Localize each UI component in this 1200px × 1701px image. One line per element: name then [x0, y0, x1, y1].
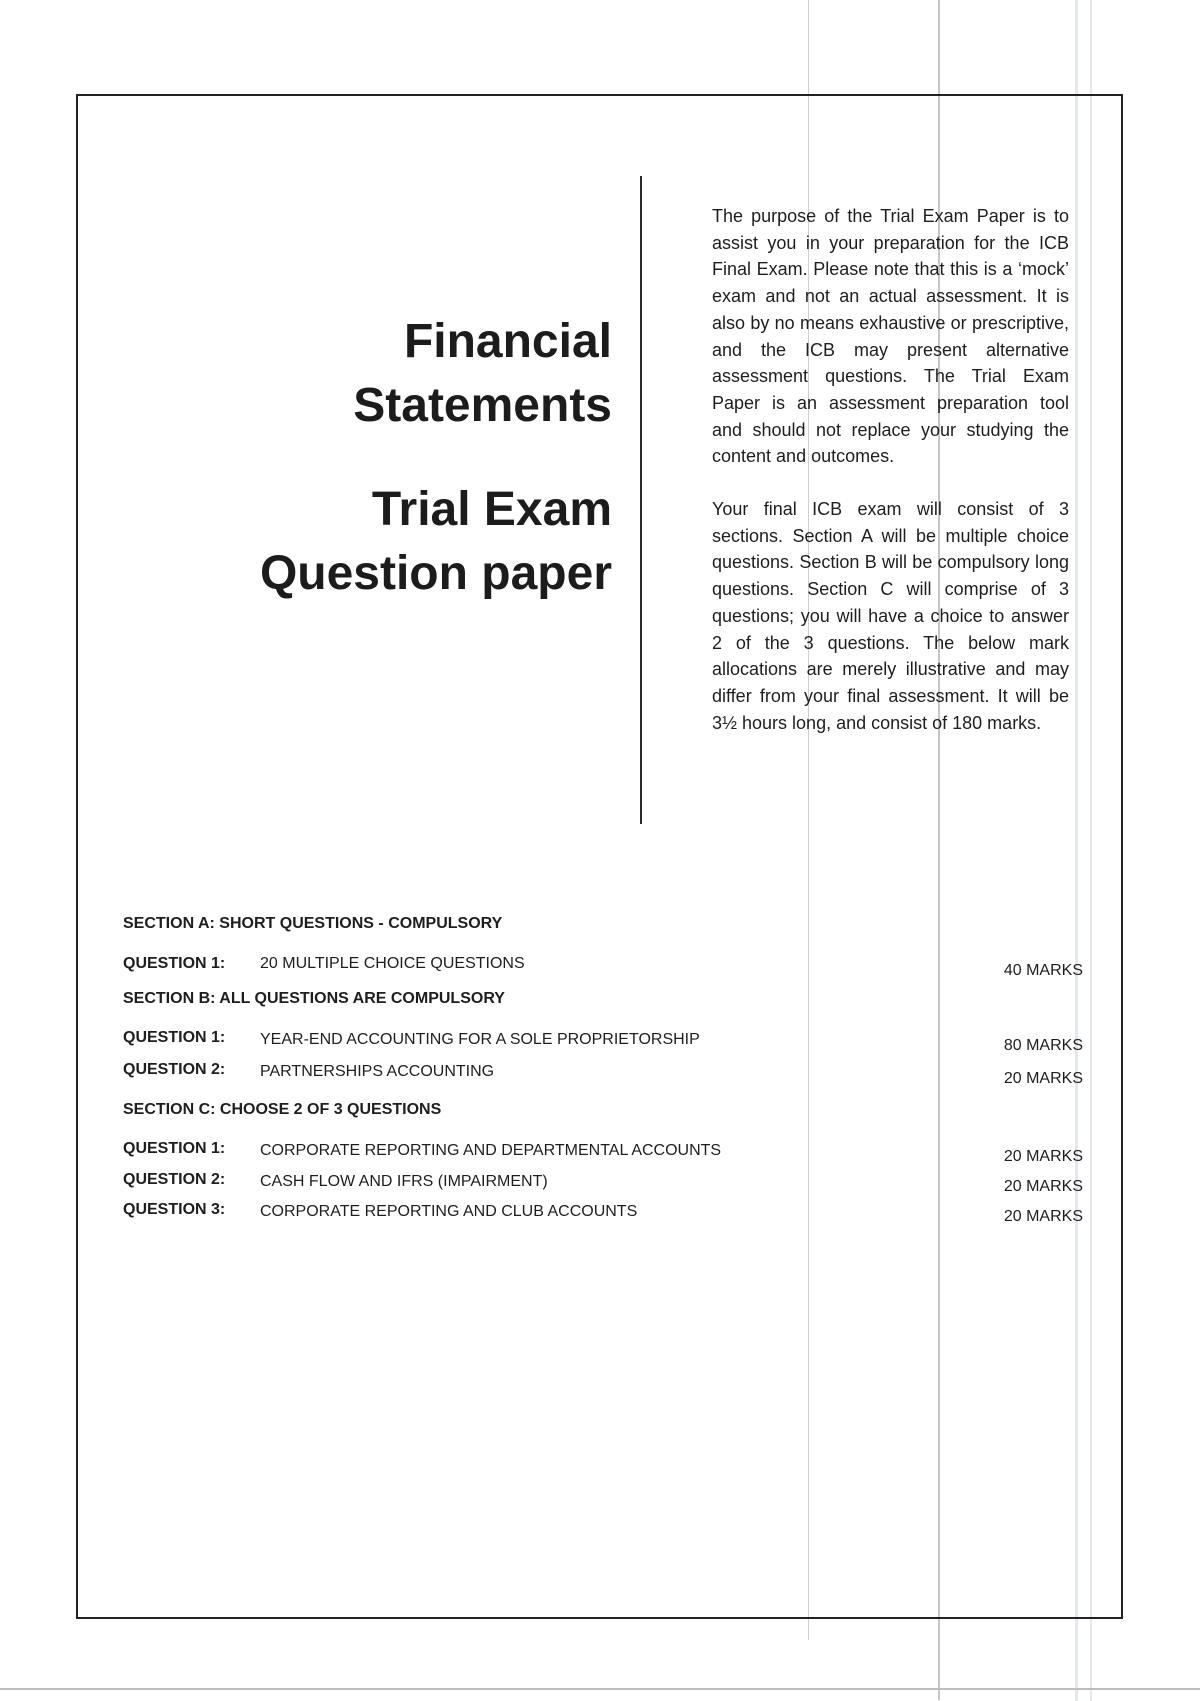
question-marks: 20 MARKS: [1003, 1070, 1083, 1087]
question-marks: 80 MARKS: [1003, 1037, 1083, 1054]
question-title: PARTNERSHIPS ACCOUNTING: [260, 1063, 495, 1080]
question-number: QUESTION 2:: [123, 1061, 226, 1078]
question-title: 20 MULTIPLE CHOICE QUESTIONS: [260, 955, 525, 972]
question-row: [123, 955, 1083, 979]
question-marks: 20 MARKS: [1003, 1208, 1083, 1225]
section-b-heading: SECTION B: ALL QUESTIONS ARE COMPULSORY: [123, 990, 505, 1007]
title-line-2: Statements: [353, 379, 612, 432]
question-title: YEAR-END ACCOUNTING FOR A SOLE PROPRIETORSHIP: [260, 1031, 700, 1048]
section-c-heading: SECTION C: CHOOSE 2 OF 3 QUESTIONS: [123, 1101, 442, 1118]
question-marks: 20 MARKS: [1003, 1178, 1083, 1195]
intro-paragraph-1: The purpose of the Trial Exam Paper is to assist you in your preparation for the ICB Final Exam. Please note that this is a ‘mock’ exam and not an actual assessment. It is also by no means exhaustive or prescriptive, and the ICB may present alternative assessment questions. The Trial Exam Paper is an assessment preparation tool and should not replace your studying the content and outcomes.: [712, 206, 1069, 467]
question-number: QUESTION 3:: [123, 1201, 226, 1218]
title-line-1: Financial: [403, 315, 612, 368]
question-row: [123, 1029, 1083, 1053]
question-number: QUESTION 2:: [123, 1171, 226, 1188]
title-line-4: Question paper: [259, 547, 612, 600]
intro-paragraph-2: Your final ICB exam will consist of 3 sections. Section A will be multiple choice questions. Section B will be compulsory long questions. Section C will comprise of 3 questions; you will have a choice to answer 2 of the 3 questions. The below mark allocations are merely illustrative and may differ from your final assessment. It will be 3½ hours long, and consist of 180 marks.: [712, 499, 1069, 733]
question-marks: 20 MARKS: [1003, 1148, 1083, 1165]
title-line-3: Trial Exam: [371, 483, 612, 536]
question-row: [123, 1171, 1083, 1195]
document-title: [150, 310, 612, 606]
intro-text: [712, 203, 1069, 762]
section-a-heading: SECTION A: SHORT QUESTIONS - COMPULSORY: [123, 915, 503, 932]
question-row: [123, 1201, 1083, 1225]
question-title: CORPORATE REPORTING AND CLUB ACCOUNTS: [260, 1203, 638, 1220]
question-number: QUESTION 1:: [123, 955, 226, 972]
question-marks: 40 MARKS: [1003, 962, 1083, 979]
question-title: CORPORATE REPORTING AND DEPARTMENTAL ACCOUNTS: [260, 1142, 722, 1159]
scan-artifact-line: [0, 1688, 1200, 1690]
column-divider: [640, 176, 642, 824]
question-title: CASH FLOW AND IFRS (IMPAIRMENT): [260, 1173, 548, 1190]
question-row: [123, 1140, 1083, 1164]
question-row: [123, 1061, 1083, 1085]
question-number: QUESTION 1:: [123, 1029, 226, 1046]
question-number: QUESTION 1:: [123, 1140, 226, 1157]
